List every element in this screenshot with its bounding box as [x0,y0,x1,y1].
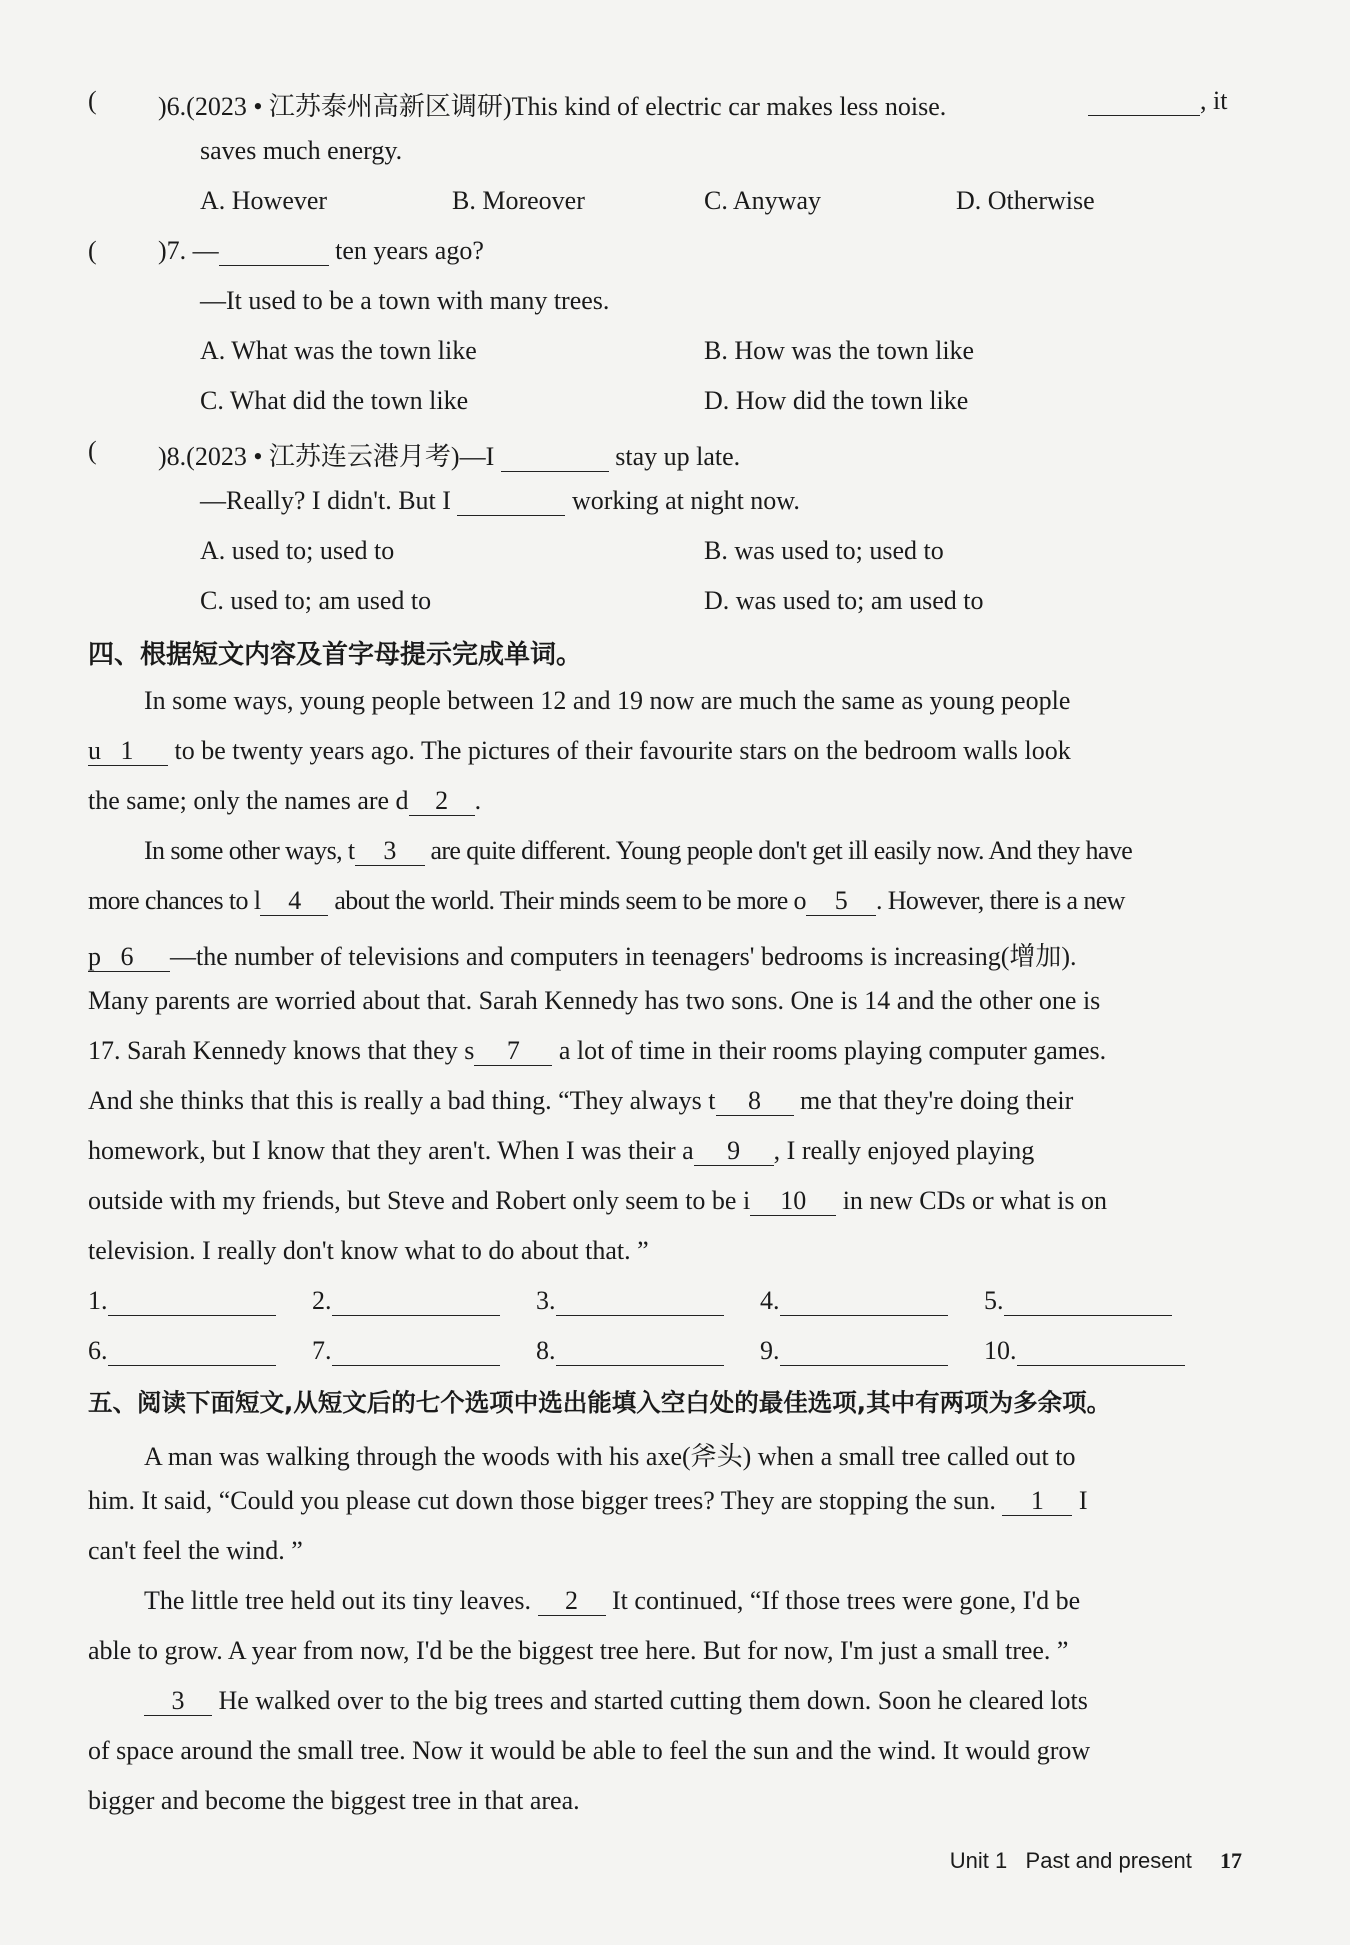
q7-number: )7. — [158,236,219,265]
q6-option-a[interactable]: A. However [200,186,328,215]
q8-blank-1[interactable] [501,443,609,472]
s5-line-8: bigger and become the biggest tree in that area. [88,1786,580,1815]
s4-blank-1-letter: u [88,736,101,765]
s4-blank-6-letter: p [88,942,101,971]
s4-line-5-end: . However, there is a new [875,886,1125,915]
s4-blank-5-number: 5 [834,886,848,915]
answer-10 [984,1336,1185,1366]
q6-blank-area [1088,86,1227,116]
s5-blank-2[interactable] [538,1587,606,1616]
s4-line-2-text: to be twenty years ago. The pictures of their favourite stars on the bedroom walls look [174,736,1071,765]
s4-blank-10[interactable] [750,1187,836,1216]
q6-stem-b: , it [1200,86,1228,115]
q7-option-a[interactable]: A. What was the town like [200,336,477,365]
q6-option-b[interactable]: B. Moreover [452,186,585,215]
s4-blank-4[interactable] [260,887,328,916]
s5-blank-2-number: 2 [565,1586,579,1615]
page-footer [950,1848,1242,1874]
answer-5-label: 5. [984,1286,1004,1315]
s4-blank-7[interactable] [474,1037,552,1066]
s4-line-4 [144,836,1132,866]
s5-line-2 [88,1486,1088,1516]
q8-stem-b: stay up late. [615,442,741,471]
s5-line-2-end: I [1078,1486,1088,1515]
q6-option-c[interactable]: C. Anyway [704,186,821,215]
s4-line-10 [88,1136,1034,1166]
q8-line2b: working at night now. [571,486,800,515]
s5-line-4-text: The little tree held out its tiny leaves. [144,1586,532,1615]
s4-line-7: Many parents are worried about that. Sarah Kennedy has two sons. One is 14 and the other one is [88,986,1101,1015]
q6-paren: ( [88,86,97,115]
answer-1 [88,1286,276,1316]
s4-line-9-rest: me that they're doing their [800,1086,1074,1115]
s5-line-4 [144,1586,1080,1616]
answer-9-field[interactable] [780,1337,948,1366]
s4-blank-1[interactable] [88,737,168,766]
s4-line-9 [88,1086,1073,1116]
answer-8-label: 8. [536,1336,556,1365]
q6-blank[interactable] [1088,87,1200,116]
s5-blank-1-number: 1 [1030,1486,1044,1515]
s4-line-3-text: the same; only the names are d [88,786,409,815]
q7-line1 [158,236,484,266]
s4-line-2 [88,736,1071,766]
page-number: 17 [1220,1848,1242,1873]
s5-line-3: can't feel the wind. ” [88,1536,303,1565]
s4-blank-3-number: 3 [383,836,396,865]
s4-line-10-text: homework, but I know that they aren't. When I was their a [88,1136,694,1165]
answer-5-field[interactable] [1004,1287,1172,1316]
s4-blank-6[interactable] [88,943,170,972]
q6-source: (2023 • 江苏泰州高新区调研) [186,92,512,121]
answer-6-label: 6. [88,1336,108,1365]
q7-paren: ( [88,236,97,265]
q8-option-a[interactable]: A. used to; used to [200,536,395,565]
s4-line-6-text: —the number of televisions and computers in teenagers' bedrooms is increasing(增加). [170,942,1077,971]
answer-7-label: 7. [312,1336,332,1365]
s4-blank-8[interactable] [716,1087,794,1116]
q8-number: )8. [158,442,187,471]
answer-4-label: 4. [760,1286,780,1315]
s4-line-10-rest: , I really enjoyed playing [773,1136,1035,1165]
q8-option-b[interactable]: B. was used to; used to [704,536,944,565]
answer-1-field[interactable] [108,1287,276,1316]
q8-line2a: —Really? I didn't. But I [200,486,451,515]
footer-unit: Unit 1 [949,1848,1008,1873]
answer-10-field[interactable] [1017,1337,1185,1366]
answer-2 [312,1286,500,1316]
answer-4 [760,1286,948,1316]
s4-line-12: television. I really don't know what to do about that. ” [88,1236,649,1265]
q8-line1 [158,436,740,473]
q6-line1 [158,86,946,123]
s4-line-5-text: more chances to l [88,886,261,915]
s5-blank-1[interactable] [1002,1487,1072,1516]
s5-line-1: A man was walking through the woods with his axe(斧头) when a small tree called out to [144,1442,1076,1471]
q8-option-c[interactable]: C. used to; am used to [200,586,432,615]
q8-paren: ( [88,436,97,465]
s4-blank-9[interactable] [694,1137,774,1166]
answer-9-label: 9. [760,1336,780,1365]
s4-blank-7-number: 7 [506,1036,520,1065]
s4-blank-2-number: 2 [435,786,449,815]
s4-blank-1-number: 1 [120,736,134,765]
s4-line-5 [88,886,1125,916]
s4-line-4-rest: are quite different. Young people don't get ill easily now. And they have [430,836,1133,865]
answer-3 [536,1286,724,1316]
answer-3-field[interactable] [556,1287,724,1316]
answer-7 [312,1336,500,1366]
answer-5 [984,1286,1172,1316]
s4-line-4-text: In some other ways, t [144,836,355,865]
s5-blank-3-number: 3 [171,1686,185,1715]
q6-stem-a: This kind of electric car makes less noise. [511,92,947,121]
s4-blank-10-number: 10 [780,1186,807,1215]
answer-8-field[interactable] [556,1337,724,1366]
answer-6 [88,1336,276,1366]
s5-line-2-text: him. It said, “Could you please cut down those bigger trees? They are stopping the sun. [88,1486,996,1515]
s4-line-3-end: . [474,786,482,815]
s4-blank-8-number: 8 [748,1086,761,1115]
q6-number: )6. [158,92,187,121]
s4-line-11-text: outside with my friends, but Steve and Robert only seem to be i [88,1186,751,1215]
s4-line-9-text: And she thinks that this is really a bad thing. “They always t [88,1086,716,1115]
answer-8 [536,1336,724,1366]
s4-blank-3[interactable] [355,837,425,866]
s4-line-5-mid: about the world. Their minds seem to be more o [334,886,806,915]
answer-7-field[interactable] [332,1337,500,1366]
q7-line2: —It used to be a town with many trees. [200,286,610,315]
s5-blank-3[interactable] [144,1687,212,1716]
s5-line-4-rest: It continued, “If those trees were gone, I'd be [612,1586,1081,1615]
answer-4-field[interactable] [780,1287,948,1316]
answer-1-label: 1. [88,1286,108,1315]
answer-2-field[interactable] [332,1287,500,1316]
s4-line-1: In some ways, young people between 12 and 19 now are much the same as young people [144,686,1071,715]
answer-3-label: 3. [536,1286,556,1315]
q7-option-b[interactable]: B. How was the town like [704,336,975,365]
q8-source: (2023 • 江苏连云港月考) [186,442,460,471]
q7-stem: ten years ago? [335,236,484,265]
s4-line-11-rest: in new CDs or what is on [842,1186,1108,1215]
q8-option-d[interactable]: D. was used to; am used to [704,586,984,615]
section5-heading: 五、阅读下面短文,从短文后的七个选项中选出能填入空白处的最佳选项,其中有两项为多余项。 [88,1388,1112,1417]
s4-blank-5[interactable] [806,887,876,916]
s4-line-11 [88,1186,1107,1216]
s5-line-5: able to grow. A year from now, I'd be the biggest tree here. But for now, I'm just a small tree. ” [88,1636,1069,1665]
q8-stem-a: —I [459,442,495,471]
s4-line-8 [88,1036,1106,1066]
q6-option-d[interactable]: D. Otherwise [956,186,1095,215]
s4-blank-4-number: 4 [288,886,301,915]
q7-option-d[interactable]: D. How did the town like [704,386,969,415]
answer-2-label: 2. [312,1286,332,1315]
s4-line-8-text: 17. Sarah Kennedy knows that they s [88,1036,475,1065]
q7-blank[interactable] [219,237,329,266]
s4-line-3 [88,786,481,816]
s4-blank-2[interactable] [409,787,475,816]
s4-blank-9-number: 9 [727,1136,741,1165]
s5-line-7: of space around the small tree. Now it would be able to feel the sun and the wind. It would grow [88,1736,1091,1765]
s4-line-6 [88,936,1077,973]
q8-blank-2[interactable] [457,487,565,516]
q8-line2 [200,486,800,516]
s4-line-8-rest: a lot of time in their rooms playing computer games. [558,1036,1107,1065]
q6-stem-c: saves much energy. [200,136,403,165]
section4-heading: 四、根据短文内容及首字母提示完成单词。 [88,640,583,670]
answer-9 [760,1336,948,1366]
s5-line-6-text: He walked over to the big trees and started cutting them down. Soon he cleared lots [218,1686,1088,1715]
answer-10-label: 10. [984,1336,1017,1365]
answer-6-field[interactable] [108,1337,276,1366]
s4-blank-6-number: 6 [120,942,134,971]
q7-option-c[interactable]: C. What did the town like [200,386,469,415]
footer-title: Past and present [1025,1848,1192,1873]
s5-line-6 [144,1686,1088,1716]
